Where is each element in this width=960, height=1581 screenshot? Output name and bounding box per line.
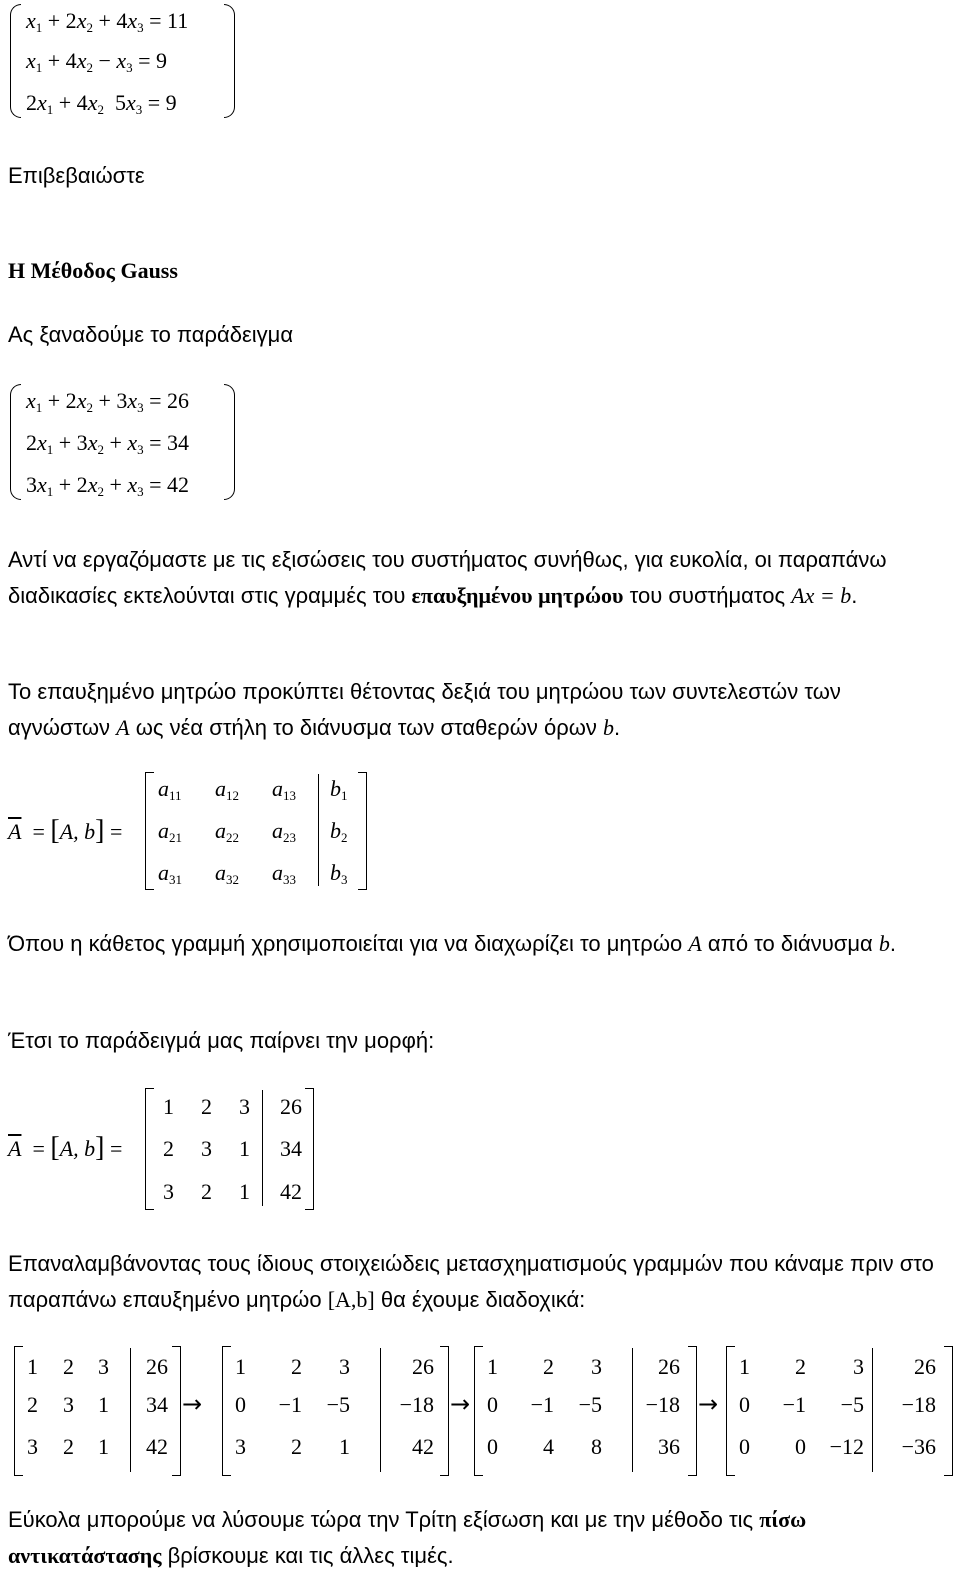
seq-matrix-3-cell-r3-c2: 4 <box>543 1434 554 1459</box>
seq-matrix-3-separator <box>632 1348 633 1472</box>
seq-matrix-2-cell-r3-c3: 1 <box>339 1434 350 1459</box>
seq-matrix-3-cell-r3-c4: 36 <box>658 1434 680 1459</box>
seq-matrix-1-cell-r2-c2: 3 <box>63 1392 74 1417</box>
example-cell-r2-c1: 2 <box>163 1136 174 1161</box>
generic-a21: $a_{21}$ <box>158 818 182 845</box>
system2-equation-1: $x_1 + 2x_2 + 3x_3 = 26$ <box>26 388 190 415</box>
seq-matrix-3-cell-r1-c2: 2 <box>543 1354 554 1379</box>
system2-right-paren <box>224 384 235 500</box>
seq-matrix-4-cell-r3-c1: 0 <box>739 1434 750 1459</box>
generic-a22: $a_{22}$ <box>215 818 239 845</box>
seq-matrix-2-cell-r1-c2: 2 <box>291 1354 302 1379</box>
example-cell-r3-c1: 3 <box>163 1179 174 1204</box>
example-cell-r1-c2: 2 <box>201 1094 212 1119</box>
seq-matrix-2-cell-r1-c3: 3 <box>339 1354 350 1379</box>
system2-left-paren <box>10 384 21 500</box>
augmented-definition-paragraph: Το επαυξημένο μητρώο προκύπτει θέτοντας δεξιά του μητρώου των συντελεστών των αγνώστων A ως νέα στήλη το διάνυσμα των σταθερών όρων b. <box>8 679 841 740</box>
transform-arrow-icon: → <box>450 1390 471 1418</box>
example-cell-r3-c2: 2 <box>201 1179 212 1204</box>
generic-b3: $b_3$ <box>330 860 348 887</box>
gauss-heading: Η Μέθοδος Gauss <box>8 258 178 283</box>
seq-matrix-4-cell-r1-c1: 1 <box>739 1354 750 1379</box>
seq-matrix-3-right-bracket <box>688 1346 697 1476</box>
generic-b1: $b_1$ <box>330 776 348 803</box>
seq-matrix-3-cell-r2-c2: −1 <box>530 1392 554 1417</box>
example-cell-r2-c2: 3 <box>201 1136 212 1161</box>
seq-matrix-2-cell-r1-c1: 1 <box>235 1354 246 1379</box>
generic-matrix-separator <box>318 774 319 886</box>
generic-a31: $a_{31}$ <box>158 860 182 887</box>
seq-matrix-3-cell-r3-c1: 0 <box>487 1434 498 1459</box>
seq-matrix-3-cell-r1-c1: 1 <box>487 1354 498 1379</box>
seq-matrix-1-separator <box>130 1348 131 1472</box>
repeat-paragraph: Επαναλαμβάνοντας τους ίδιους στοιχειώδεις μετασχηματισμούς γραμμών που κάναμε πριν στο παραπάνω επαυξημένο μητρώο [A,b] θα έχουμε διαδοχικά: <box>8 1251 934 1312</box>
example-matrix-lhs: $\overline{A} = [A$, b] = <box>8 1132 123 1163</box>
example-cell-r1-c1: 1 <box>163 1094 174 1119</box>
seq-matrix-4-cell-r2-c2: −1 <box>782 1392 806 1417</box>
example-matrix-left-bracket <box>145 1088 154 1210</box>
seq-matrix-2-cell-r2-c4: −18 <box>399 1392 434 1417</box>
confirm-label: Επιβεβαιώστε <box>8 163 145 188</box>
seq-matrix-1-cell-r1-c2: 2 <box>63 1354 74 1379</box>
redo-example-text: Ας ξαναδούμε το παράδειγμα <box>8 322 294 347</box>
seq-matrix-4-right-bracket <box>944 1346 953 1476</box>
seq-matrix-4-cell-r2-c4: −18 <box>901 1392 936 1417</box>
separator-paragraph: Όπου η κάθετος γραμμή χρησιμοποιείται για να διαχωρίζει το μητρώο A από το διάνυσμα b. <box>8 931 896 956</box>
transform-arrow-icon: → <box>698 1390 719 1418</box>
seq-matrix-1-cell-r3-c2: 2 <box>63 1434 74 1459</box>
seq-matrix-2-cell-r2-c3: −5 <box>326 1392 350 1417</box>
generic-a32: $a_{32}$ <box>215 860 239 887</box>
seq-matrix-1-right-bracket <box>172 1346 181 1476</box>
augmented-matrix-term: επαυξημένου μητρώου <box>411 583 624 608</box>
system1-equation-1: $x_1 + 2x_2 + 4x_3 = 11$ <box>26 8 189 35</box>
seq-matrix-4-cell-r1-c4: 26 <box>914 1354 936 1379</box>
seq-matrix-3-cell-r2-c3: −5 <box>578 1392 602 1417</box>
example-matrix-separator <box>262 1090 263 1206</box>
seq-matrix-2-separator <box>380 1348 381 1472</box>
example-cell-r3-c4: 42 <box>280 1179 302 1204</box>
seq-matrix-1-cell-r2-c3: 1 <box>98 1392 109 1417</box>
generic-a12: $a_{12}$ <box>215 776 239 803</box>
transform-arrow-icon: → <box>182 1390 203 1418</box>
seq-matrix-3-cell-r2-c4: −18 <box>645 1392 680 1417</box>
augmented-intro-paragraph: Αντί να εργαζόμαστε με τις εξισώσεις του συστήματος συνήθως, για ευκολία, οι παραπάνω διαδικασίες εκτελούνται στις γραμμές του επαυξημένου μητρώου του συστήματος Ax = b. <box>8 547 887 608</box>
seq-matrix-2-cell-r3-c4: 42 <box>412 1434 434 1459</box>
generic-matrix-lhs: $\overline{A} = [A$, b] = <box>8 815 123 846</box>
seq-matrix-1-cell-r3-c1: 3 <box>27 1434 38 1459</box>
generic-a11: $a_{11}$ <box>158 776 182 803</box>
seq-matrix-4-cell-r3-c2: 0 <box>795 1434 806 1459</box>
system2-equation-2: $2x_1 + 3x_2 + x_3 = 34$ <box>26 430 190 457</box>
seq-matrix-4-cell-r3-c4: −36 <box>901 1434 936 1459</box>
seq-matrix-2-cell-r1-c4: 26 <box>412 1354 434 1379</box>
seq-matrix-4-cell-r2-c1: 0 <box>739 1392 750 1417</box>
example-cell-r3-c3: 1 <box>239 1179 250 1204</box>
generic-b2: $b_2$ <box>330 818 348 845</box>
seq-matrix-4-separator <box>872 1348 873 1472</box>
seq-matrix-1-cell-r1-c4: 26 <box>146 1354 168 1379</box>
example-cell-r1-c3: 3 <box>239 1094 250 1119</box>
seq-matrix-3-cell-r3-c3: 8 <box>591 1434 602 1459</box>
seq-matrix-3-cell-r1-c4: 26 <box>658 1354 680 1379</box>
seq-matrix-4-cell-r3-c3: −12 <box>829 1434 864 1459</box>
system1-left-paren <box>10 4 21 118</box>
example-cell-r1-c4: 26 <box>280 1094 302 1119</box>
seq-matrix-1-cell-r3-c4: 42 <box>146 1434 168 1459</box>
system1-equation-3: $2x_1 + 4x_2$ $5x_3 = 9$ <box>26 90 177 117</box>
seq-matrix-4-cell-r2-c3: −5 <box>840 1392 864 1417</box>
seq-matrix-1-cell-r1-c1: 1 <box>27 1354 38 1379</box>
example-cell-r2-c4: 34 <box>280 1136 302 1161</box>
system1-equation-2: $x_1 + 4x_2 - x_3 = 9$ <box>26 48 168 75</box>
system1-right-paren <box>224 4 235 118</box>
seq-matrix-2-right-bracket <box>440 1346 449 1476</box>
generic-a33: $a_{33}$ <box>272 860 296 887</box>
system2-equation-3: $3x_1 + 2x_2 + x_3 = 42$ <box>26 472 190 499</box>
seq-matrix-2-cell-r2-c2: −1 <box>278 1392 302 1417</box>
seq-matrix-1-cell-r3-c3: 1 <box>98 1434 109 1459</box>
seq-matrix-1-cell-r2-c4: 34 <box>146 1392 168 1417</box>
final-paragraph: Εύκολα μπορούμε να λύσουμε τώρα την Τρίτη εξίσωση και με την μέθοδο τις πίσω αντικατάστασης βρίσκουμε και τις άλλες τιμές. <box>8 1507 807 1568</box>
seq-matrix-2-cell-r3-c2: 2 <box>291 1434 302 1459</box>
seq-matrix-2-cell-r3-c1: 3 <box>235 1434 246 1459</box>
example-matrix-right-bracket <box>305 1088 314 1210</box>
seq-matrix-1-cell-r2-c1: 2 <box>27 1392 38 1417</box>
seq-matrix-2-cell-r2-c1: 0 <box>235 1392 246 1417</box>
example-cell-r2-c3: 1 <box>239 1136 250 1161</box>
back-substitution-term: πίσω αντικατάστασης <box>8 1507 807 1568</box>
seq-matrix-4-cell-r1-c3: 3 <box>853 1354 864 1379</box>
generic-matrix-left-bracket <box>145 772 154 890</box>
seq-matrix-4-cell-r1-c2: 2 <box>795 1354 806 1379</box>
generic-matrix-right-bracket <box>358 772 367 890</box>
seq-matrix-3-cell-r1-c3: 3 <box>591 1354 602 1379</box>
seq-matrix-1-cell-r1-c3: 3 <box>98 1354 109 1379</box>
generic-a13: $a_{13}$ <box>272 776 296 803</box>
example-form-text: Έτσι το παράδειγμά μας παίρνει την μορφή: <box>8 1028 435 1053</box>
seq-matrix-3-cell-r2-c1: 0 <box>487 1392 498 1417</box>
generic-a23: $a_{23}$ <box>272 818 296 845</box>
